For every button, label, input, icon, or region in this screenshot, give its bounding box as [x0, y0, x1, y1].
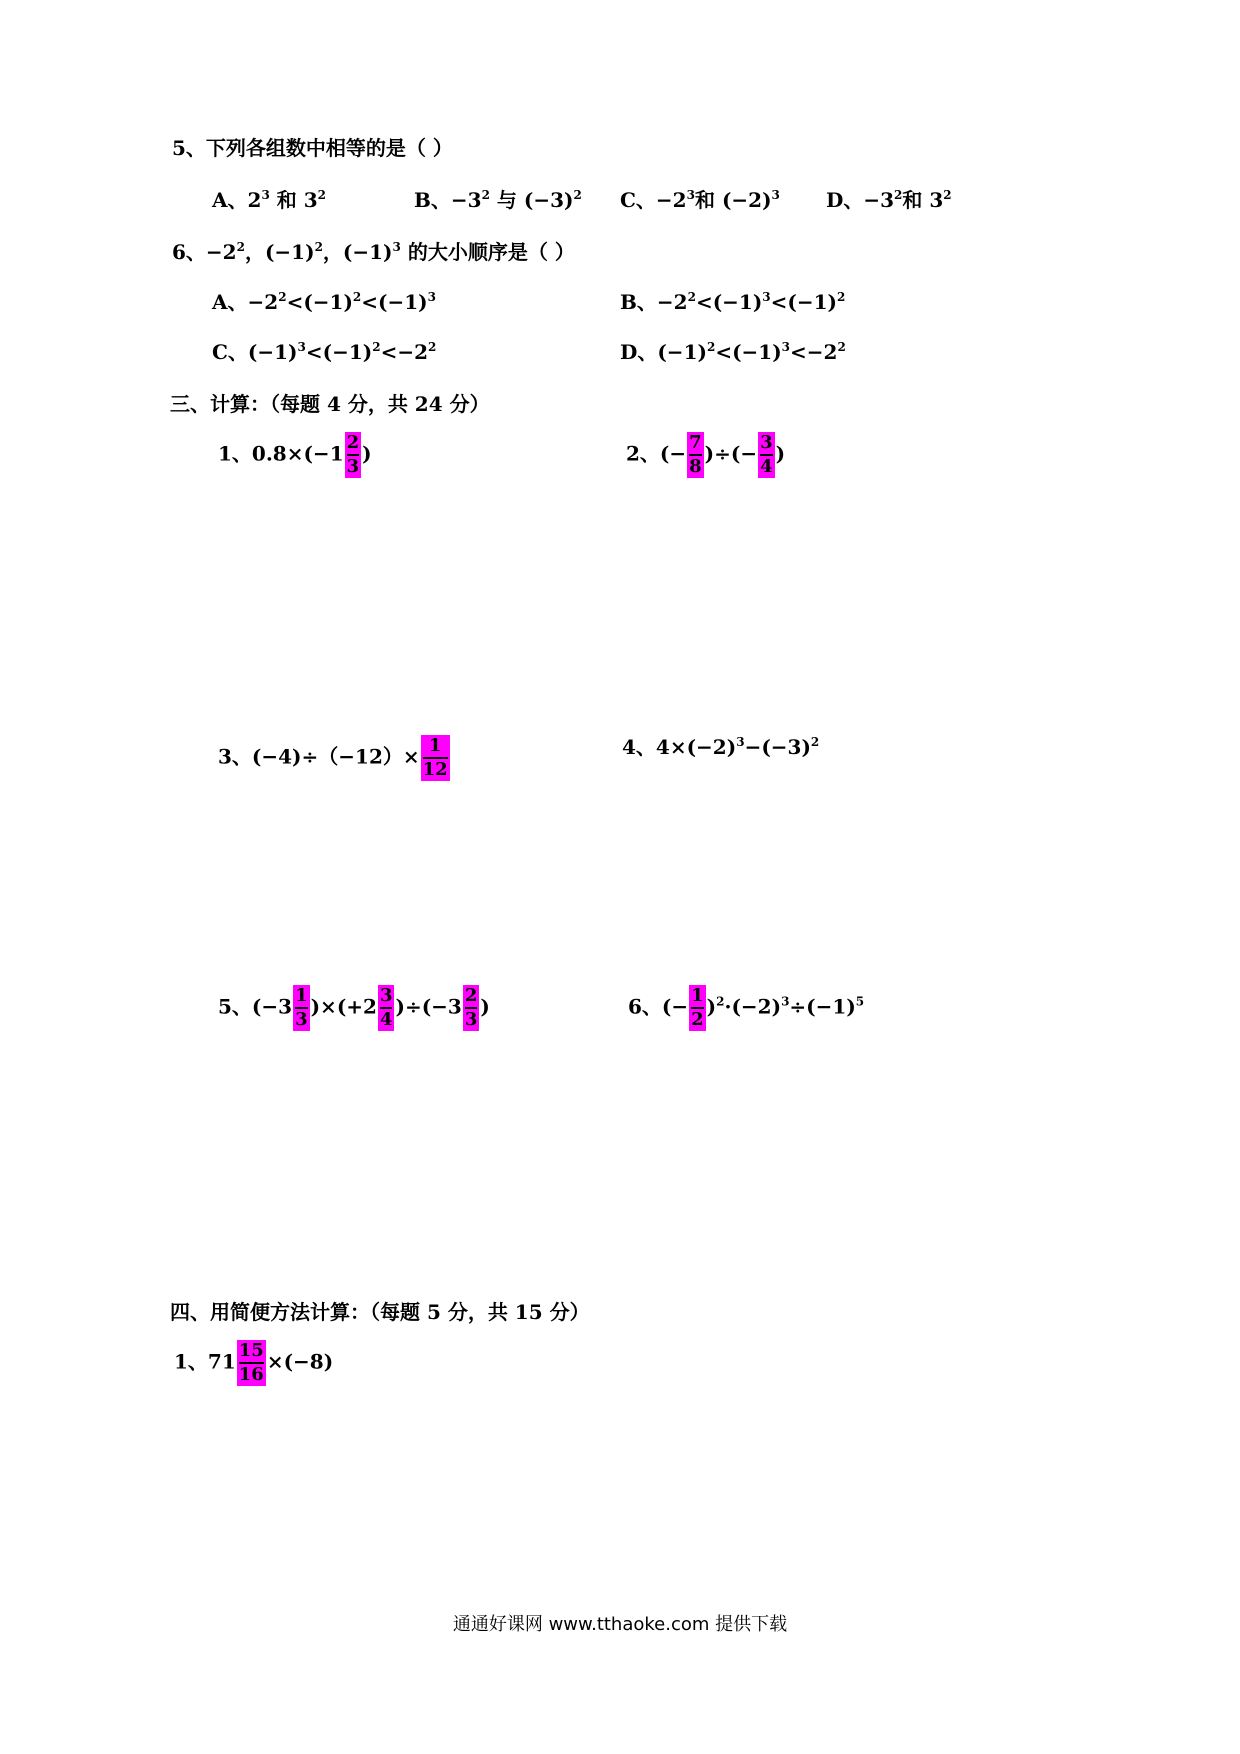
- simplify-problem-1: 1、71 $\frac{15}{16}$ ×(−8): [174, 1340, 334, 1385]
- q5-option-b: B、$-3^2$ 与 $(-3)^2$: [414, 188, 582, 212]
- fraction: $\frac{1}{3}$: [295, 985, 308, 1030]
- calc-problem-4: 4、$4\times(-2)^3-(-3)^2$: [622, 735, 820, 759]
- q6-option-b: B、$-2^2<(-1)^3<(-1)^2$: [620, 290, 846, 314]
- question-6-title: 6、$-2^2$，$(-1)^2$，$(-1)^3$ 的大小顺序是（ ）: [172, 240, 575, 264]
- section-3-title: 三、计算：（每题 4 分，共 24 分）: [170, 392, 490, 416]
- calc-problem-5: 5、(−3 $\frac{1}{3}$ )×(+2 $\frac{3}{4}$ )÷(−3 $\frac{2}{3}$ ): [218, 985, 490, 1030]
- footer-download-note: 通通好课网 www.tthaoke.com 提供下载: [452, 1614, 788, 1635]
- question-5-title: 5、下列各组数中相等的是（ ）: [172, 136, 453, 160]
- fraction: $\frac{1}{12}$: [422, 735, 448, 780]
- q5-option-d: D、$-3^2$和 $3^2$: [826, 188, 952, 212]
- fraction: $\frac{3}{4}$: [379, 985, 393, 1030]
- fraction: $\frac{7}{8}$: [689, 432, 702, 477]
- section-4-title: 四、用简便方法计算：（每题 5 分，共 15 分）: [170, 1300, 590, 1324]
- q5-option-a: A、$2^3$ 和 $3^2$: [212, 188, 327, 212]
- calc-problem-1: 1、0.8×(−1 $\frac{2}{3}$ ): [218, 432, 372, 477]
- calc-problem-6: 6、(− $\frac{1}{2}$ )$^2\cdot(-2)^3\div(-1)^5$: [628, 985, 865, 1030]
- fraction: $\frac{2}{3}$: [464, 985, 478, 1030]
- q6-option-d: D、$(-1)^2<(-1)^3<-2^2$: [620, 340, 846, 364]
- calc-problem-2: 2、(− $\frac{7}{8}$ )÷(− $\frac{3}{4}$ ): [626, 432, 786, 477]
- calc-problem-3: 3、(−4)÷（−12）× $\frac{1}{12}$: [218, 735, 448, 780]
- fraction: $\frac{1}{2}$: [691, 985, 704, 1030]
- fraction: $\frac{3}{4}$: [760, 432, 773, 477]
- fraction: $\frac{2}{3}$: [346, 432, 360, 477]
- fraction: $\frac{15}{16}$: [238, 1340, 264, 1385]
- q5-option-c: C、$-2^3$和 $(-2)^3$: [620, 188, 780, 212]
- q6-option-a: A、$-2^2<(-1)^2<(-1)^3$: [212, 290, 436, 314]
- q6-option-c: C、$(-1)^3<(-1)^2<-2^2$: [212, 340, 437, 364]
